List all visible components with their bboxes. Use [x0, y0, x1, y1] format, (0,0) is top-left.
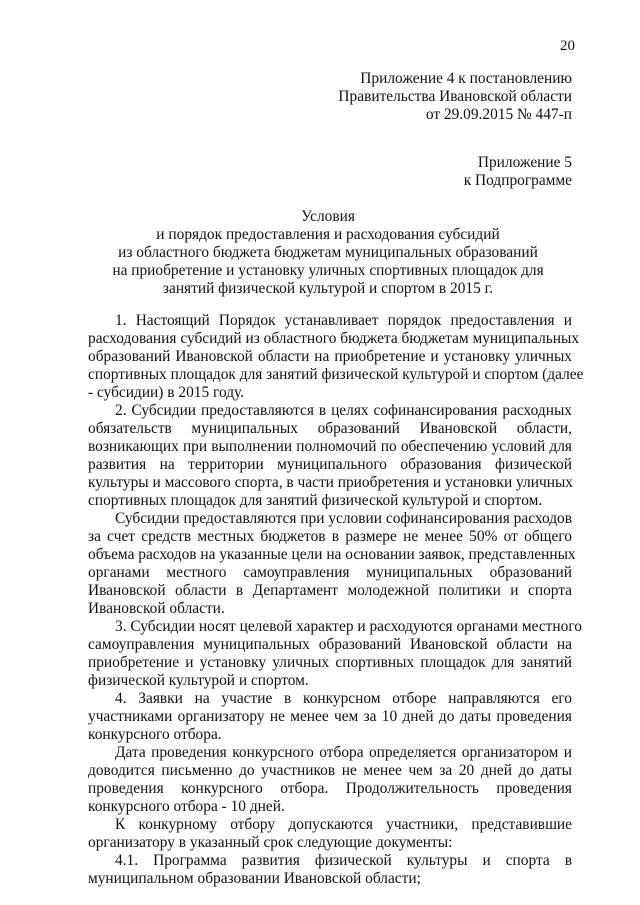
- body-line: 4.1. Программа развития физической культуры и спорта в: [115, 852, 572, 869]
- document-title: [88, 208, 568, 298]
- body-line: самоуправления муниципальных образований Ивановской области на: [88, 636, 572, 653]
- body-line: участниками организатору не менее чем за 10 дней до даты проведения: [88, 708, 572, 725]
- page-number: 20: [560, 38, 575, 54]
- title-line: из областного бюджета бюджетам муниципальных образований: [118, 244, 538, 261]
- appendix-5-line: Приложение 5: [477, 154, 572, 171]
- body-line: конкурсного отбора - 10 дней.: [88, 798, 285, 815]
- title-line: на приобретение и установку уличных спортивных площадок для: [112, 262, 544, 279]
- body-line: культуры и массового спорта, в части приобретения и установки уличных: [88, 474, 573, 491]
- appendix-4-line: Приложение 4 к постановлению: [360, 70, 572, 87]
- body-line: К конкурному отбору допускаются участники, представившие: [115, 816, 572, 833]
- body-line: доводится письменно до участников не менее чем за 20 дней до даты: [88, 762, 572, 779]
- body-line: обязательств муниципальных образований Ивановской области,: [88, 420, 572, 437]
- appendix-5-header: [464, 154, 572, 190]
- body-line: муниципальном образовании Ивановской области;: [88, 870, 421, 887]
- body-line: приобретение и установку уличных спортивных площадок для занятий: [88, 654, 572, 671]
- body-line: расходования субсидий из областного бюджета бюджетам муниципальных: [88, 330, 580, 347]
- body-line: органами местного самоуправления муниципальных образований: [88, 564, 572, 581]
- body-line: 3. Субсидии носят целевой характер и расходуются органами местного: [115, 618, 582, 635]
- body-line: за счет средств местных бюджетов в размере не менее 50% от общего: [88, 528, 572, 545]
- document-body: [88, 312, 584, 888]
- body-line: конкурсного отбора.: [88, 726, 222, 743]
- body-line: физической культурой и спортом.: [88, 672, 309, 689]
- body-line: возникающих при выполнении полномочий по обеспечению условий для: [88, 438, 572, 455]
- body-line: 4. Заявки на участие в конкурсном отборе направляются его: [115, 690, 572, 707]
- body-line: 1. Настоящий Порядок устанавливает порядок предоставления и: [115, 312, 572, 329]
- body-line: объема расходов на указанные цели на основании заявок, представленных: [88, 546, 576, 563]
- body-line: образований Ивановской области на приобретение и установку уличных: [88, 348, 572, 365]
- body-line: 2. Субсидии предоставляются в целях софинансирования расходных: [115, 402, 572, 419]
- title-line: Условия: [301, 208, 355, 225]
- body-line: - субсидии) в 2015 году.: [88, 384, 245, 401]
- body-line: организатору в указанный срок следующие документы:: [88, 834, 453, 851]
- title-line: занятий физической культурой и спортом в 2015 г.: [162, 280, 494, 297]
- body-line: Дата проведения конкурсного отбора определяется организатором и: [115, 744, 572, 761]
- body-line: проведения конкурсного отбора. Продолжительность проведения: [88, 780, 572, 797]
- body-line: Ивановской области.: [88, 600, 225, 617]
- body-line: Ивановской области в Департамент молодежной политики и спорта: [88, 582, 572, 599]
- body-line: спортивных площадок для занятий физической культурой и спортом.: [88, 492, 543, 509]
- appendix-4-line: Правительства Ивановской области: [338, 88, 572, 105]
- body-line: развития на территории муниципального образования физической: [88, 456, 572, 473]
- appendix-5-line: к Подпрограмме: [463, 172, 572, 189]
- body-line: спортивных площадок для занятий физической культурой и спортом (далее: [88, 366, 584, 383]
- appendix-4-line: от 29.09.2015 № 447-п: [425, 106, 572, 123]
- appendix-4-header: [338, 70, 572, 124]
- body-line: Субсидии предоставляются при условии софинансирования расходов: [115, 510, 572, 527]
- title-line: и порядок предоставления и расходования субсидий: [156, 226, 500, 243]
